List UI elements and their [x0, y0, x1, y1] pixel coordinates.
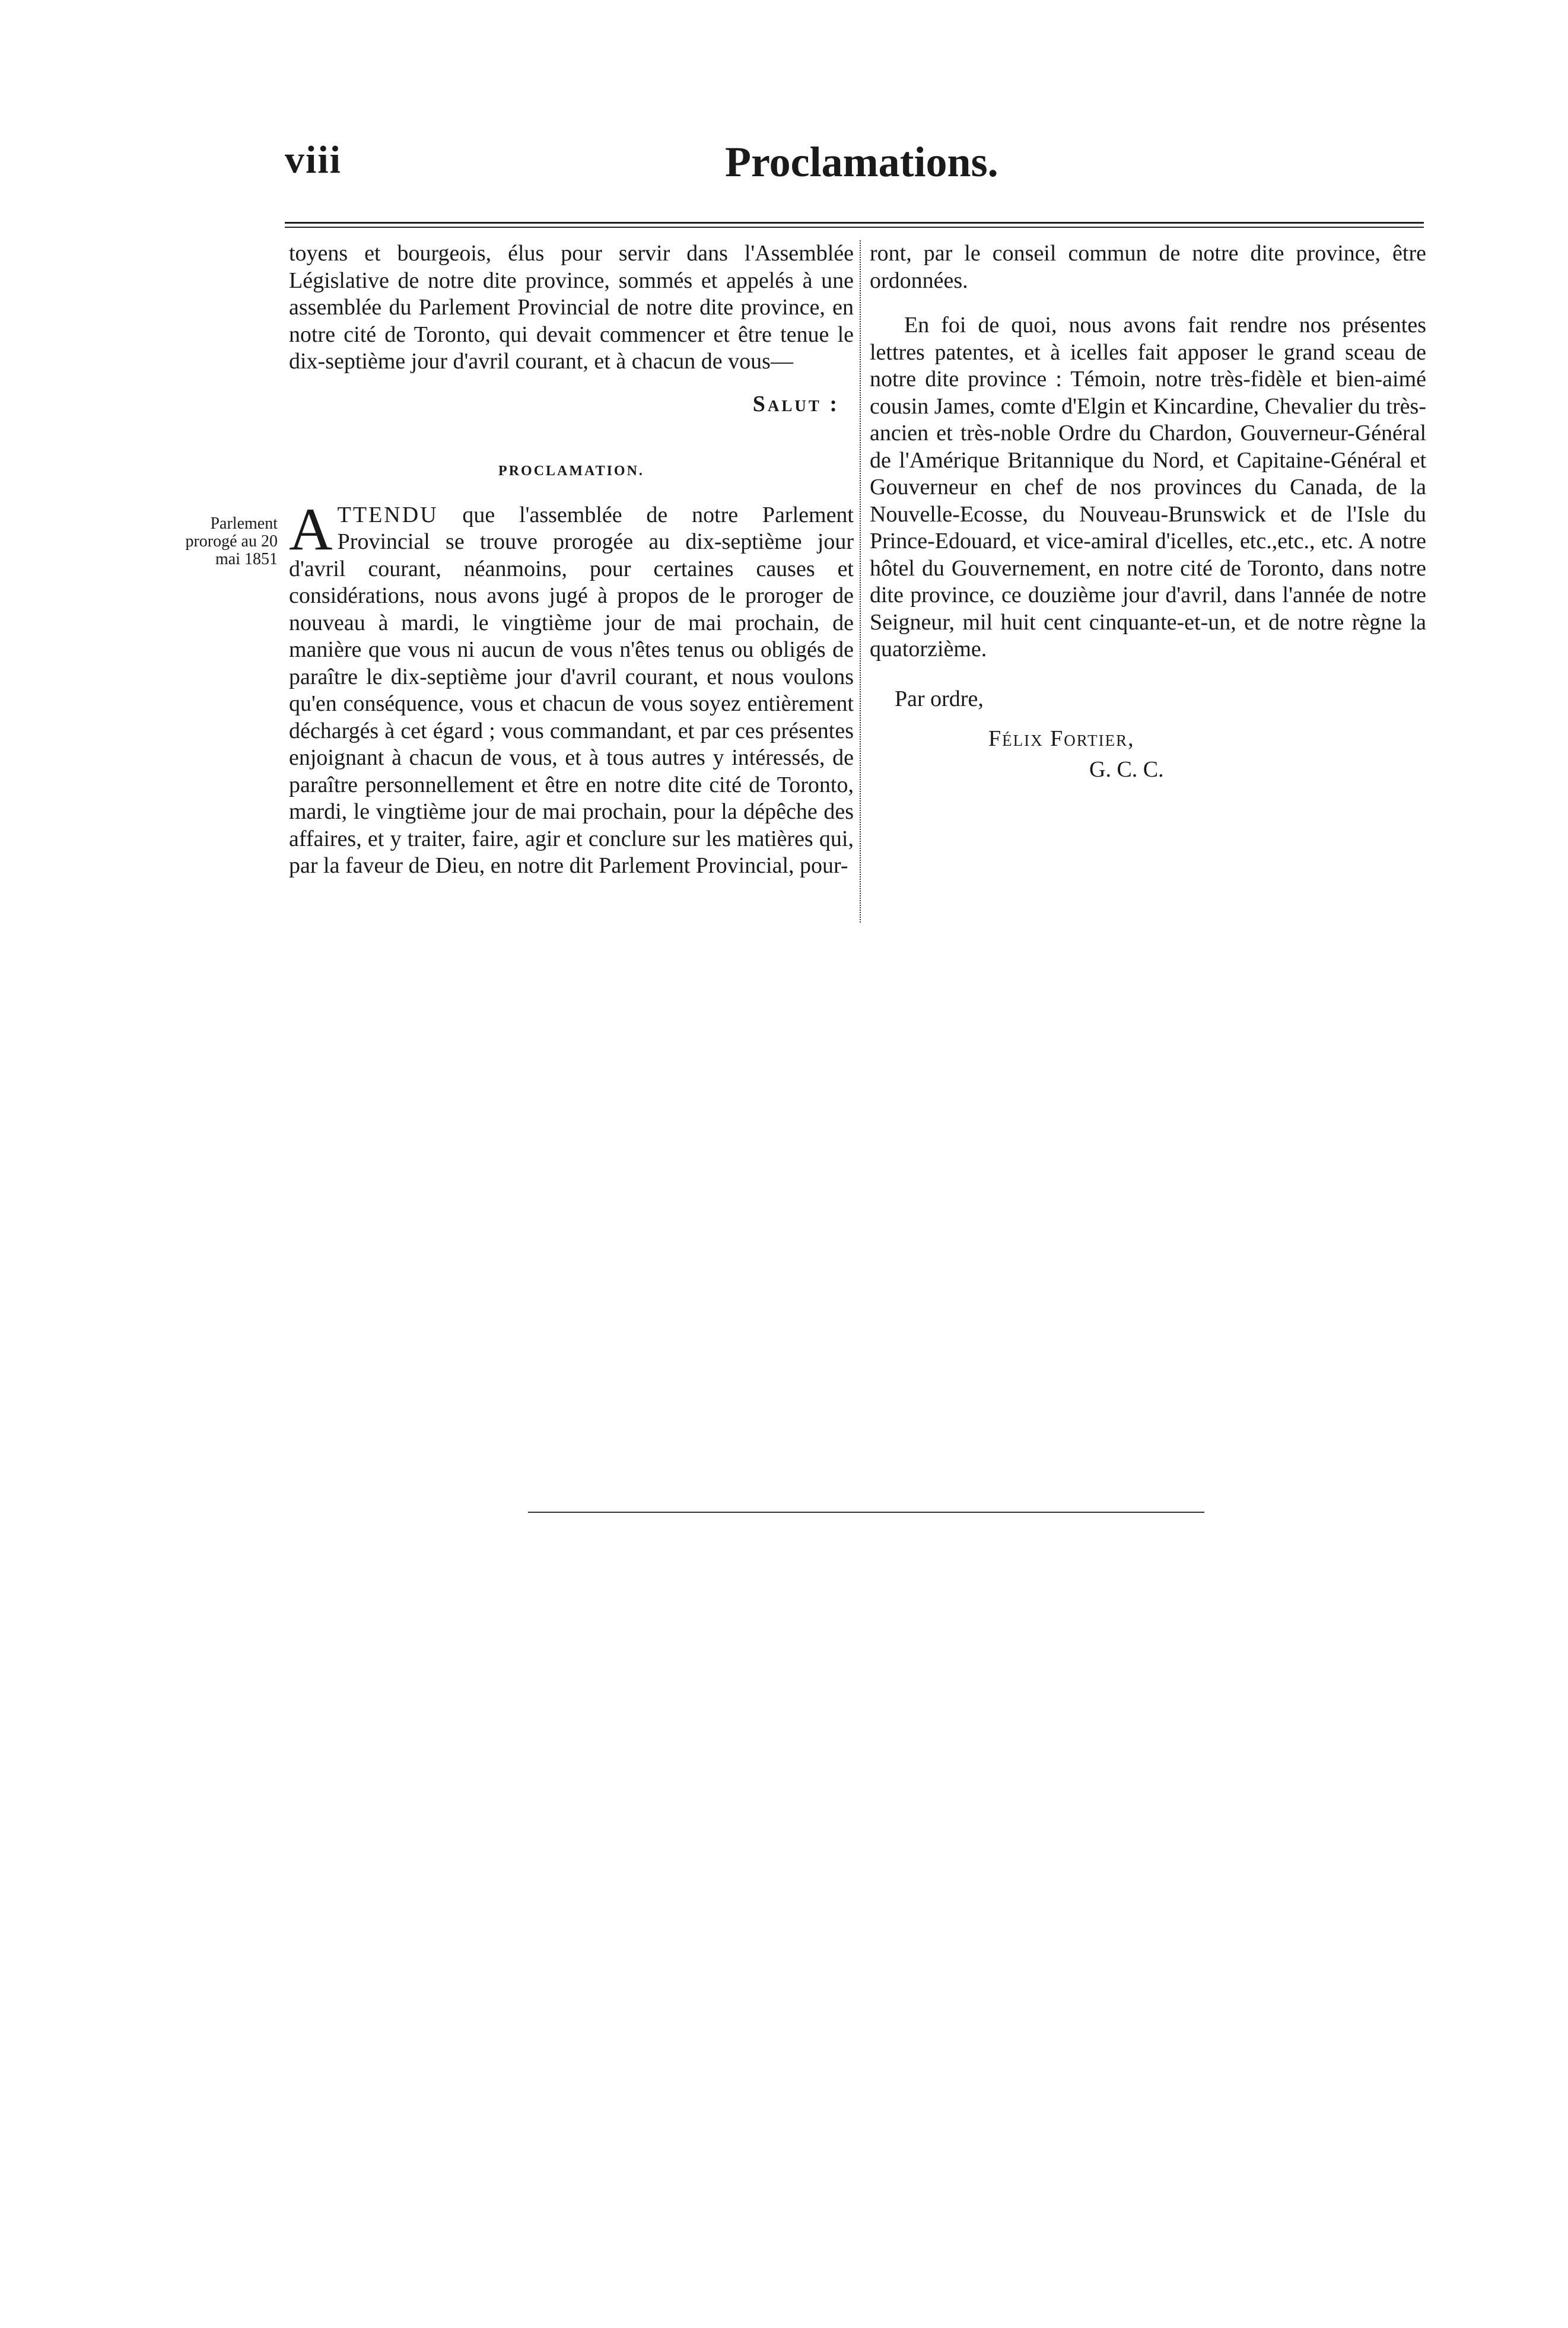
margin-note-line: mai 1851: [215, 550, 278, 568]
continuation-paragraph: ront, par le conseil commun de notre dite province, être ordonnées.: [870, 241, 1426, 293]
right-column: [870, 240, 1426, 783]
left-column: [289, 240, 854, 880]
signer-name: Félix Fortier,: [988, 726, 1135, 751]
margin-note: [159, 515, 278, 568]
bottom-rule: [528, 1512, 1204, 1513]
margin-note-line: Parlement: [210, 514, 278, 533]
par-ordre: Par ordre,: [895, 686, 984, 711]
proclamation-first-word: TTENDU: [337, 502, 438, 527]
margin-note-line: prorogé au 20: [185, 532, 278, 551]
proclamation-heading: PROCLAMATION.: [498, 463, 644, 479]
proclamation-paragraph: [289, 495, 854, 880]
drop-cap: A: [289, 495, 333, 563]
page-number: viii: [285, 138, 342, 182]
signer-initials: G. C. C.: [1089, 756, 1164, 782]
en-foi-paragraph: En foi de quoi, nous avons fait rendre nos présentes lettres patentes, et à icelles fait apposer le grand sceau de notre dite province : Témoin, notre très-fidèle et bien-aimé cousin James, comte d'Elgin et Kincardine, Chevalier du très-ancien et très-noble Ordre du Chardon, Gouverneur-Général de l'Amérique Britannique du Nord, et Capitaine-Général et Gouverneur en chef de nos provinces du Canada, de la Nouvelle-Ecosse, du Nouveau-Brunswick et de l'Isle du Prince-Edouard, et vice-amiral d'icelles, etc.,etc., etc. A notre hôtel du Gouvernement, en notre cité de Toronto, dans notre dite province, ce douzième jour d'avril, dans l'année de notre Seigneur, mil huit cent cinquante-et-un, et de notre règne la quatorzième.: [870, 313, 1426, 661]
proclamation-body: que l'assemblée de notre Parlement Provincial se trouve prorogée au dix-septième jour d'avril courant, néanmoins, pour certaines causes et considérations, nous avons jugé à propos de le proroger de nouveau à mardi, le vingtième jour de mai prochain, de manière que vous ni aucun de vous n'êtes tenus ou obligés de paraître le dix-septième jour d'avril courant, et nous voulons qu'en conséquence, vous et chacun de vous soyez entièrement déchargés à cet égard ; vous commandant, et par ces présentes enjoignant à chacun de vous, et à tous autres y intéressés, de paraître personnellement et être en notre dite cité de Toronto, mardi, le vingtième jour de mai prochain, pour la dépêche des affaires, et y traiter, faire, agir et conclure sur les matières qui, par la faveur de Dieu, en notre dit Parlement Provincial, pour-: [289, 502, 854, 878]
page-title: Proclamations.: [725, 138, 998, 186]
column-divider: [860, 240, 861, 923]
opening-paragraph: toyens et bourgeois, élus pour servir dans l'Assemblée Législative de notre dite province, sommés et appelés à une assemblée du Parlement Provincial de notre dite province, en notre cité de Toronto, qui devait commencer et être tenue le dix-septième jour d'avril courant, et à chacun de vous—: [289, 241, 854, 374]
header-rule: [285, 222, 1424, 228]
salut-line: Salut :: [752, 391, 839, 416]
